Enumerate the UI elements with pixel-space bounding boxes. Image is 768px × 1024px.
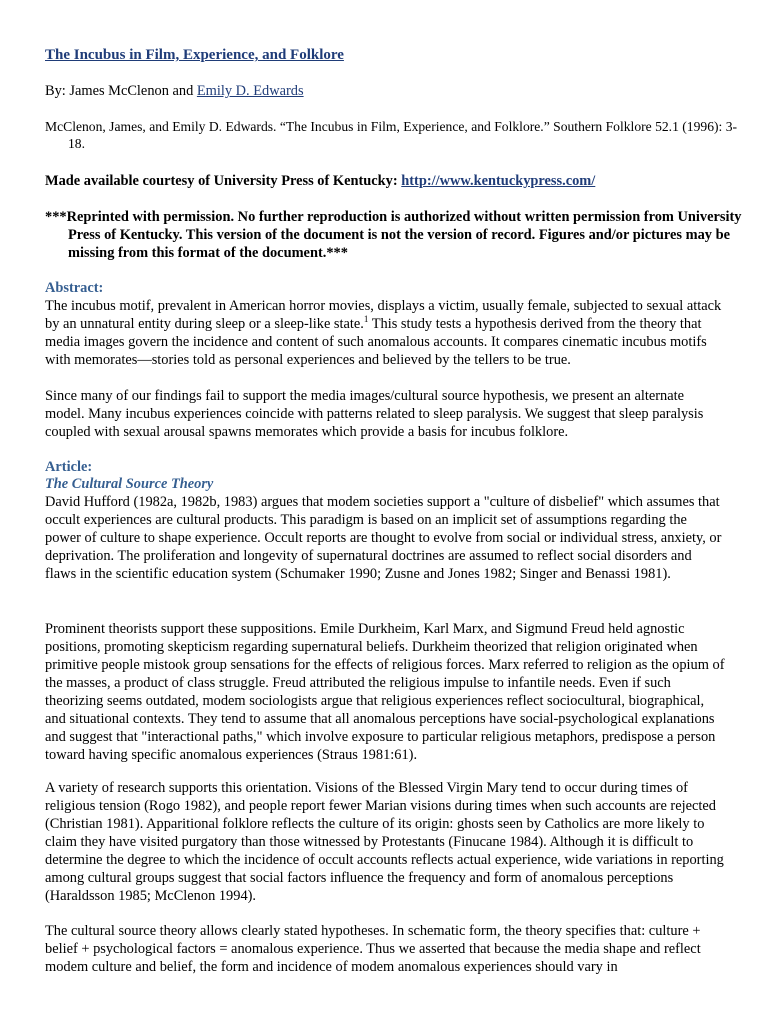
courtesy-line — [45, 172, 725, 190]
article-heading: Article: — [45, 459, 93, 475]
footnote-marker: 1 — [363, 314, 369, 325]
article-paragraph-3: A variety of research supports this orientation. Visions of the Blessed Virgin Mary tend to occur during times of religious tension (Rogo 1982), and people report fewer Marian visions during times when such accounts are rejected (Christian 1981). Apparitional folklore reflects the culture of its origin: ghosts seen by Catholics are more likely to claim they have visited purgatory than those witnessed by Protestants (Finucane 1984). Although it is difficult to determine the degree to which the incidence of occult accounts reflects actual experience, wide variations in reporting among cultural groups suggest that social factors influence the frequency and form of anomalous perceptions (Haraldsson 1985; McClenon 1994). — [45, 780, 724, 904]
document-title: The Incubus in Film, Experience, and Folklore — [45, 47, 344, 63]
section-heading: The Cultural Source Theory — [45, 476, 214, 492]
abstract-heading: Abstract: — [45, 280, 104, 296]
publisher-link[interactable]: http://www.kentuckypress.com/ — [401, 173, 596, 189]
abstract-p1-part-a: The incubus motif, prevalent in American horror movies, displays a victim, usually female, subjected to sexual attack by an unnatural entity during sleep or a sleep-like state. — [45, 298, 722, 332]
article-paragraph-4: The cultural source theory allows clearly stated hypotheses. In schematic form, the theory specifies that: culture + belief + psychological factors = anomalous experience. Thus we asserted that because the media shape and reflect modem culture and belief, the form and incidence of modem anomalous experiences should vary in — [45, 923, 701, 975]
abstract-paragraph-2: Since many of our findings fail to support the media images/cultural source hypothesis, we present an alternate model. Many incubus experiences coincide with patterns related to sleep paralysis. We suggest that sleep paralysis coupled with sexual arousal spawns memorates which provide a basis for incubus folklore. — [45, 388, 704, 440]
byline-prefix: By: James McClenon and — [45, 83, 197, 99]
abstract-p1-part-b: This study tests a hypothesis derived from the theory that media images govern the incidence and content of such anomalous accounts. It compares cinematic incubus motifs with memorates—stories told as personal experiences and believed by the tellers to be true. — [45, 316, 707, 368]
reprint-notice: ***Reprinted with permission. No further reproduction is authorized without written permission from University Press of Kentucky. This version of the document is not the version of record. Figures and/or pictures may be missing from this format of the document.*** — [45, 209, 742, 261]
courtesy-text: Made available courtesy of University Press of Kentucky: — [45, 173, 402, 189]
author-link[interactable]: Emily D. Edwards — [196, 83, 304, 99]
byline — [45, 82, 725, 100]
article-paragraph-1: David Hufford (1982a, 1982b, 1983) argues that modem societies support a "culture of disbelief" which assumes that occult experiences are cultural products. This paradigm is based on an implicit set of assumptions regarding the power of culture to shape experience. Occult reports are thought to evolve from social or individual stress, anxiety, or deprivation. The proliferation and longevity of supernatural doctrines are assumed to reflect social disorders and flaws in the scientific education system (Schumaker 1990; Zusne and Jones 1982; Singer and Benassi 1981). — [45, 494, 722, 582]
abstract-paragraph-1 — [45, 297, 725, 369]
citation: McClenon, James, and Emily D. Edwards. “The Incubus in Film, Experience, and Folklore.” Southern Folklore 52.1 (1996): 3-18. — [45, 119, 738, 151]
article-paragraph-2: Prominent theorists support these suppositions. Emile Durkheim, Karl Marx, and Sigmund Freud held agnostic positions, promoting skepticism regarding supernatural beliefs. Durkheim theorized that religion originated when primitive people mistook group sensations for the effects of religious forces. Marx referred to religion as the opium of the masses, a product of class struggle. Freud attributed the religious impulse to infantile needs. Even if such theorizing seems outdated, modem sociologists argue that religious experiences reflect sociocultural, biographical, and situational contexts. They tend to assume that all anomalous perceptions have social-psychological explanations and suggest that "interactional paths," which involve exposure to particular religious metaphors, predispose a person toward having specific anomalous experiences (Straus 1981:61). — [45, 621, 725, 763]
